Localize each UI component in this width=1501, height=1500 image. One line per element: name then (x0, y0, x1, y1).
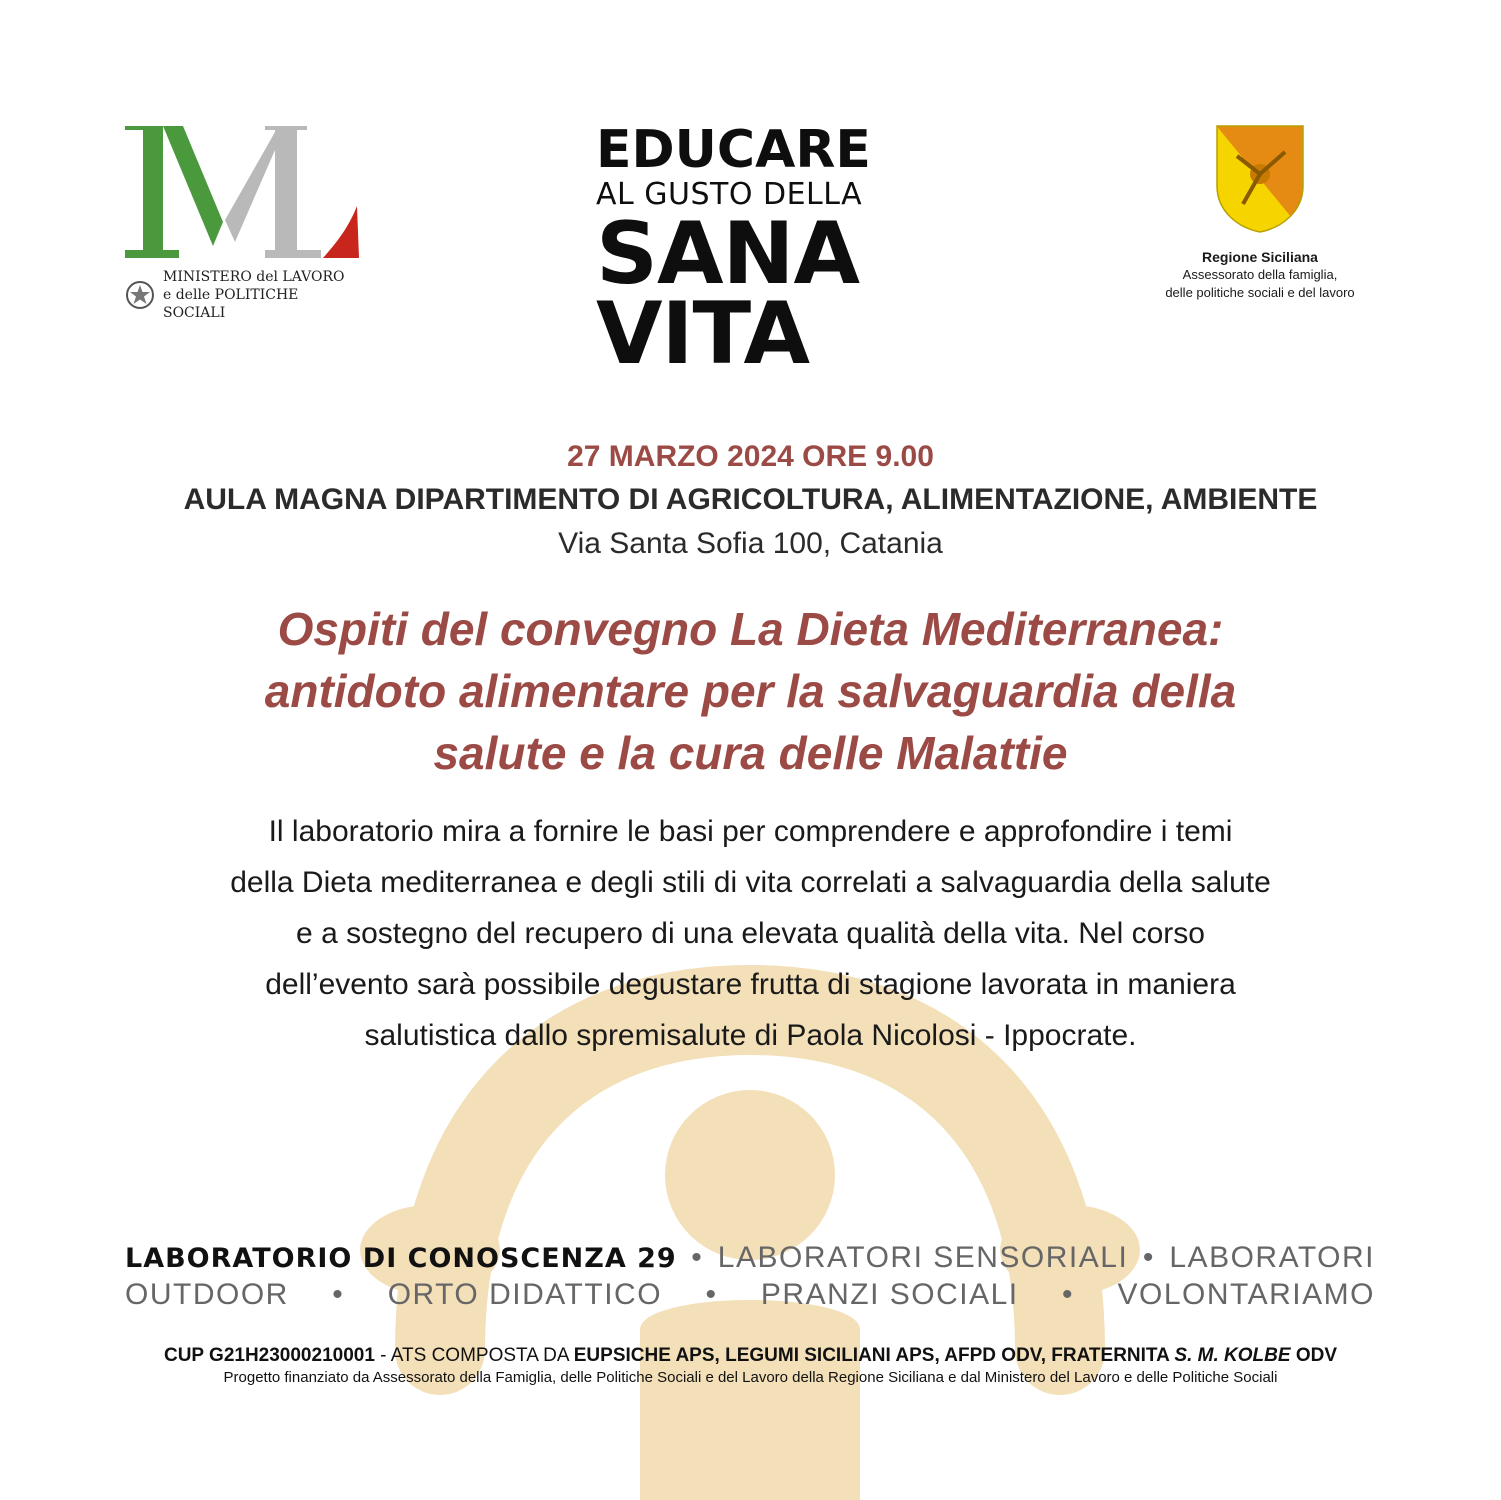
partner-kolbe: S. M. KOLBE (1174, 1345, 1291, 1366)
partner-orgs: EUPSICHE APS, LEGUMI SICILIANI APS, AFPD ODV, FRATERNITA (573, 1345, 1175, 1366)
event-address: Via Santa Sofia 100, Catania (558, 527, 943, 560)
ml-monogram-icon (125, 122, 361, 262)
trinacria-shield-icon (1215, 124, 1305, 234)
title-line-educare: EDUCARE (596, 120, 871, 180)
activity-separator: • (1062, 1278, 1075, 1311)
ministry-name-line1: MINISTERO del LAVORO (162, 269, 345, 285)
activity-separator: • (332, 1278, 345, 1311)
activity-outdoor: OUTDOOR (125, 1278, 289, 1311)
ministry-caption (125, 268, 365, 322)
credits-partners (0, 1344, 1501, 1368)
conference-headline (100, 598, 1401, 784)
credits-footer (0, 1344, 1501, 1388)
cup-code: CUP G21H23000210001 (163, 1345, 375, 1366)
title-line-vita: VITA (596, 284, 810, 384)
ministry-name-line2: e delle POLITICHE SOCIALI (162, 287, 299, 321)
region-name: Regione Siciliana (1202, 249, 1318, 265)
activity-separator: • (705, 1278, 718, 1311)
title-line-al-gusto: AL GUSTO DELLA (596, 177, 863, 212)
activity-sensory-labs: LABORATORI SENSORIALI (717, 1241, 1129, 1274)
body-line1: Il laboratorio mira a fornire le basi per comprendere e approfondire i temi (268, 815, 1233, 848)
activity-separator: • (1142, 1241, 1155, 1274)
activity-volontariamo: VOLONTARIAMO (1117, 1278, 1375, 1311)
title-line-sana: SANA (596, 204, 860, 304)
activities-row-1 (125, 1240, 1375, 1277)
event-date: 27 MARZO 2024 ORE 9.00 (567, 440, 934, 473)
headline-line1: Ospiti del convegno La Dieta Mediterranea: (277, 603, 1224, 655)
event-title-logo (596, 120, 916, 384)
headline-line3: salute e la cura delle Malattie (433, 727, 1068, 779)
region-logo (1140, 124, 1380, 302)
region-dept-line1: Assessorato della famiglia, (1182, 267, 1338, 282)
body-line5: salutistica dallo spremisalute di Paola Nicolosi - Ippocrate. (364, 1019, 1137, 1052)
description-paragraph (110, 806, 1391, 1061)
activity-lab-29: LABORATORIO DI CONOSCENZA 29 (125, 1243, 677, 1274)
partner-odv: ODV (1290, 1345, 1337, 1366)
activities-row-2 (125, 1277, 1375, 1313)
region-dept-line2: delle politiche sociali e del lavoro (1165, 285, 1355, 300)
activities-list (125, 1240, 1375, 1313)
funding-note: Progetto finanziato da Assessorato della Famiglia, delle Politiche Sociali e del Lavoro della Regione Siciliana e dal Ministero del Lavoro e delle Politiche Sociali (223, 1369, 1278, 1386)
activity-separator: • (691, 1241, 704, 1274)
body-line4: dell’evento sarà possibile degustare frutta di stagione lavorata in maniera (265, 968, 1236, 1001)
activity-pranzi-sociali: PRANZI SOCIALI (760, 1278, 1019, 1311)
headline-line2: antidoto alimentare per la salvaguardia della (264, 665, 1237, 717)
event-venue: AULA MAGNA DIPARTIMENTO DI AGRICOLTURA, ALIMENTAZIONE, AMBIENTE (183, 483, 1318, 516)
italian-republic-emblem-icon (125, 280, 155, 310)
body-line3: e a sostegno del recupero di una elevata qualità della vita. Nel corso (296, 917, 1205, 950)
ats-label: - ATS COMPOSTA DA (374, 1345, 574, 1366)
activity-labs: LABORATORI (1169, 1241, 1375, 1274)
ministry-logo (125, 122, 365, 322)
body-line2: della Dieta mediterranea e degli stili di vita correlati a salvaguardia della salute (230, 866, 1271, 899)
activity-orto-didattico: ORTO DIDATTICO (387, 1278, 663, 1311)
